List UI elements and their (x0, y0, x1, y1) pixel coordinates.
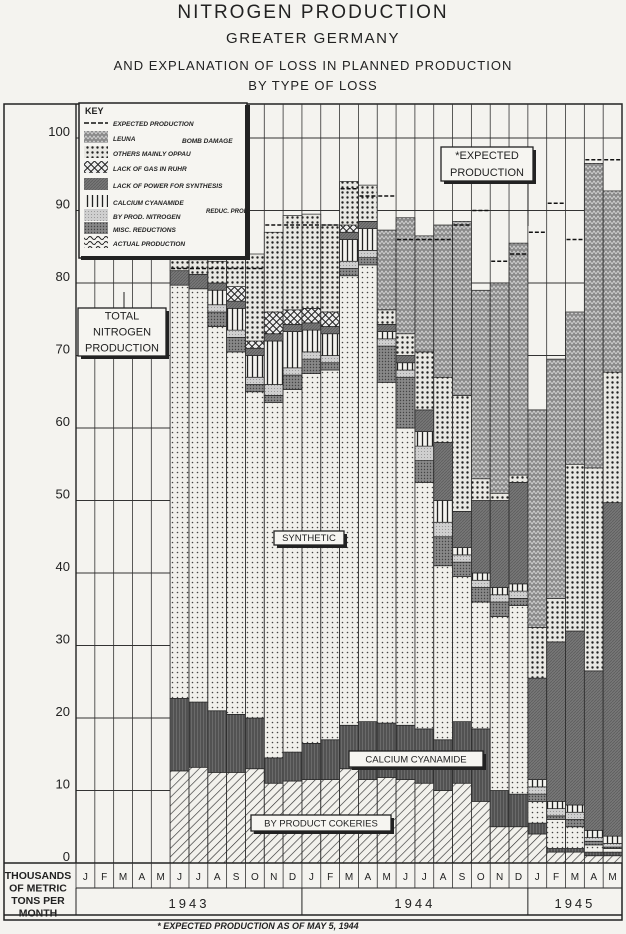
bar-segment-synthetic (509, 606, 528, 795)
bar-segment-others-mainly-oppau-bomb-damage- (566, 464, 585, 631)
year-label: 1945 (554, 896, 596, 911)
bar-segment-others-mainly-oppau-bomb-damage- (396, 334, 415, 356)
bar-segment-calcium-cyanamide-reduc-prod- (566, 805, 585, 812)
bar-segment-others-mainly-oppau-bomb-damage- (453, 395, 472, 511)
x-tick-label: A (590, 872, 598, 883)
bar-segment-leuna-bomb-damage- (434, 225, 453, 377)
x-tick-label: J (82, 872, 88, 883)
x-axis (4, 863, 622, 915)
bar-segment-lack-of-power-for-synthesis (321, 327, 340, 334)
legend-label: EXPECTED PRODUCTION (113, 121, 194, 128)
bar-segment-by-prod-nitrogen (509, 591, 528, 598)
bar-segment-lack-of-power-for-synthesis (547, 642, 566, 802)
bar-segment-synthetic (283, 390, 302, 753)
bar-segment-by-product-cokeries (584, 856, 603, 863)
bar-segment-lack-of-power-for-synthesis (490, 501, 509, 588)
x-tick-label: J (534, 872, 540, 883)
year-label: 1944 (394, 896, 436, 911)
bar-segment-lack-of-power-for-synthesis (189, 274, 208, 289)
bar-segment-by-product-cokeries (471, 801, 490, 863)
bar-segment-lack-of-power-for-synthesis (302, 323, 321, 330)
bar-segment-lack-of-power-for-synthesis (434, 443, 453, 501)
x-tick-label: S (458, 872, 466, 883)
bar-segment-by-product-cokeries (396, 780, 415, 863)
x-tick-label: F (101, 872, 108, 883)
bar-segment-lack-of-power-for-synthesis (170, 271, 189, 286)
bar-segment-leuna-bomb-damage- (415, 236, 434, 352)
bar-segment-others-mainly-oppau-bomb-damage- (264, 232, 283, 312)
y-tick-label: 30 (55, 631, 70, 647)
total-production-label-text: PRODUCTION (85, 342, 159, 355)
bar-segment-lack-of-gas-in-ruhr (302, 308, 321, 323)
bar-segment-leuna-bomb-damage- (528, 410, 547, 628)
total-production-label-text: TOTAL (104, 310, 140, 323)
bar-segment-calcium-cyanamide (566, 849, 585, 853)
bar-segment-misc-reductions (208, 312, 227, 327)
bar-segment-by-product-cokeries (453, 783, 472, 863)
total-production-label-text: NITROGEN (92, 326, 152, 339)
bar-segment-misc-reductions (434, 537, 453, 566)
bar-segment-by-prod-nitrogen (471, 580, 490, 587)
bar-segment-by-product-cokeries (227, 772, 246, 863)
bar-segment-calcium-cyanamide-reduc-prod- (528, 780, 547, 787)
bar-segment-synthetic (547, 820, 566, 849)
legend-title: KEY (85, 106, 104, 116)
bar-segment-others-mainly-oppau-bomb-damage- (415, 352, 434, 410)
bar-segment-others-mainly-oppau-bomb-damage- (547, 598, 566, 642)
legend-shadow (81, 256, 250, 260)
bar-segment-lack-of-gas-in-ruhr (340, 225, 359, 232)
bar-segment-others-mainly-oppau-bomb-damage- (189, 260, 208, 275)
x-tick-label: A (364, 872, 372, 883)
legend (79, 103, 250, 260)
bar-segment-others-mainly-oppau-bomb-damage- (434, 377, 453, 442)
bar-segment-calcium-cyanamide (189, 702, 208, 767)
x-tick-label: A (439, 872, 447, 883)
bar-segment-lack-of-power-for-synthesis (340, 232, 359, 239)
bar-segment-calcium-cyanamide (245, 718, 264, 769)
bar-segment-calcium-cyanamide-reduc-prod- (377, 332, 396, 339)
bar-segment-calcium-cyanamide-reduc-prod- (245, 356, 264, 378)
x-tick-label: D (514, 872, 523, 883)
bar-segment-calcium-cyanamide-reduc-prod- (509, 584, 528, 591)
bar-segment-by-prod-nitrogen (264, 385, 283, 396)
bar-segment-calcium-cyanamide (584, 852, 603, 856)
y-tick-label: 20 (55, 704, 70, 719)
legend-swatch (84, 146, 108, 158)
bar-segment-by-prod-nitrogen (490, 595, 509, 602)
cokeries-label-text: BY PRODUCT COKERIES (264, 818, 378, 830)
bar-segment-misc-reductions (471, 588, 490, 603)
y-tick-label: 40 (55, 559, 70, 574)
bar-segment-misc-reductions (528, 794, 547, 801)
y-tick-label: 60 (55, 414, 70, 429)
bar-segment-others-mainly-oppau-bomb-damage- (283, 216, 302, 310)
x-tick-label: N (496, 872, 504, 883)
bar-segment-by-product-cokeries (490, 827, 509, 863)
bar-segment-leuna-bomb-damage- (603, 191, 622, 372)
y-label-line: TONS PER (11, 895, 65, 907)
bar-segment-others-mainly-oppau-bomb-damage- (471, 479, 490, 501)
legend-group-label-reduc: REDUC. PROD. (206, 209, 250, 215)
bar-segment-lack-of-power-for-synthesis (453, 511, 472, 547)
bar-segment-by-prod-nitrogen (396, 370, 415, 377)
legend-label: LACK OF GAS IN RUHR (113, 166, 187, 173)
year-label: 1943 (168, 896, 210, 911)
bar-segment-lack-of-power-for-synthesis (208, 283, 227, 290)
x-tick-label: M (570, 872, 580, 883)
bar-segment-misc-reductions (283, 375, 302, 390)
y-label-line: OF METRIC (9, 882, 67, 895)
bar-segment-by-prod-nitrogen (584, 838, 603, 842)
bar-segment-by-product-cokeries (434, 791, 453, 864)
bar-segment-synthetic (245, 392, 264, 718)
x-tick-label: J (195, 872, 201, 883)
bar-segment-calcium-cyanamide (170, 698, 189, 771)
bar-segment-misc-reductions (490, 602, 509, 617)
bar-segment-misc-reductions (453, 562, 472, 577)
bar-segment-lack-of-power-for-synthesis (245, 348, 264, 355)
bar-segment-synthetic (358, 265, 377, 722)
bar-segment-calcium-cyanamide-reduc-prod- (302, 330, 321, 352)
bar-segment-leuna-bomb-damage- (396, 218, 415, 334)
bar-segment-misc-reductions (584, 841, 603, 845)
x-tick-label: M (156, 872, 165, 883)
bar-segment-calcium-cyanamide-reduc-prod- (415, 432, 434, 447)
x-tick-label: F (553, 872, 560, 883)
bar-segment-by-prod-nitrogen (453, 555, 472, 562)
bar-segment-misc-reductions (227, 337, 246, 352)
bar-segment-by-product-cokeries (415, 783, 434, 863)
bar-segment-synthetic (264, 403, 283, 758)
bar-segment-synthetic (170, 285, 189, 698)
x-tick-label: J (177, 872, 183, 883)
bar-segment-synthetic (566, 827, 585, 849)
bar-segment-synthetic (415, 482, 434, 729)
bar-segment-synthetic (490, 617, 509, 791)
bar-segment-synthetic (377, 382, 396, 723)
bar-segment-others-mainly-oppau-bomb-damage- (358, 185, 377, 221)
bar-segment-calcium-cyanamide (208, 711, 227, 773)
bar-segment-calcium-cyanamide-reduc-prod- (547, 801, 566, 808)
bar-segment-lack-of-power-for-synthesis (584, 671, 603, 831)
bar-segment-by-product-cokeries (189, 767, 208, 863)
bar-segment-leuna-bomb-damage- (566, 312, 585, 464)
bar-segment-others-mainly-oppau-bomb-damage- (584, 468, 603, 671)
bar-segment-calcium-cyanamide (603, 852, 622, 856)
legend-shadow (245, 105, 250, 260)
bar-segment-lack-of-power-for-synthesis (283, 324, 302, 331)
bar-segment-calcium-cyanamide (227, 714, 246, 772)
bar-segment-synthetic (471, 602, 490, 729)
x-tick-label: J (402, 872, 408, 883)
bar-segment-by-prod-nitrogen (434, 522, 453, 537)
bar-segment-synthetic (603, 849, 622, 853)
bar-segment-calcium-cyanamide-reduc-prod- (358, 229, 377, 251)
bar-segment-by-product-cokeries (208, 772, 227, 863)
legend-label: BY PROD. NITROGEN (113, 214, 181, 221)
bar-segment-synthetic (189, 289, 208, 702)
x-tick-label: J (421, 872, 427, 883)
bar-segment-others-mainly-oppau-bomb-damage- (509, 475, 528, 482)
bar-segment-by-prod-nitrogen (415, 446, 434, 461)
bar-segment-synthetic (302, 374, 321, 744)
legend-swatch (84, 209, 108, 221)
legend-label: ACTUAL PRODUCTION (113, 241, 186, 248)
bar-segment-by-product-cokeries (566, 852, 585, 863)
bar-segment-by-prod-nitrogen (547, 809, 566, 816)
x-tick-label: O (476, 872, 485, 883)
y-tick-label: 90 (55, 196, 70, 212)
x-tick-label: O (250, 872, 259, 883)
x-tick-label: M (344, 872, 354, 883)
bar-segment-by-product-cokeries (528, 834, 547, 863)
bar-segment-calcium-cyanamide (283, 752, 302, 781)
x-tick-label: S (232, 872, 240, 883)
bar-segment-misc-reductions (396, 377, 415, 428)
bar-segment-calcium-cyanamide-reduc-prod- (208, 290, 227, 305)
y-axis-label (5, 870, 72, 920)
bar-segment-calcium-cyanamide-reduc-prod- (584, 830, 603, 837)
bar-segment-others-mainly-oppau-bomb-damage- (490, 493, 509, 500)
legend-swatch (84, 131, 108, 143)
x-tick-label: J (308, 872, 314, 883)
y-tick-label: 10 (55, 776, 70, 792)
bar-segment-calcium-cyanamide (321, 740, 340, 780)
chart-subtitle: GREATER GERMANY (226, 30, 400, 47)
legend-swatch (84, 236, 108, 248)
bar-segment-misc-reductions (321, 363, 340, 370)
bar-segment-leuna-bomb-damage- (471, 290, 490, 479)
legend-swatch (84, 161, 108, 173)
bar-segment-leuna-bomb-damage- (547, 359, 566, 598)
bar-segment-lack-of-gas-in-ruhr (283, 310, 302, 325)
bar-segment-misc-reductions (509, 598, 528, 605)
expected-production-label-text: PRODUCTION (450, 167, 524, 180)
bar-segment-calcium-cyanamide-reduc-prod- (396, 363, 415, 370)
chart-subtitle-2: AND EXPLANATION OF LOSS IN PLANNED PRODUCTION (113, 58, 513, 73)
bar-segment-calcium-cyanamide (490, 791, 509, 827)
expected-production-label-text: *EXPECTED (455, 150, 519, 163)
bar-segment-others-mainly-oppau-bomb-damage- (603, 372, 622, 503)
bar-segment-lack-of-power-for-synthesis (377, 324, 396, 331)
bar-segment-others-mainly-oppau-bomb-damage- (528, 627, 547, 678)
bar-segment-misc-reductions (302, 359, 321, 374)
bar-segment-calcium-cyanamide-reduc-prod- (471, 573, 490, 580)
bar-segment-synthetic (528, 801, 547, 823)
bar-segment-by-prod-nitrogen (302, 352, 321, 359)
bar-segment-synthetic (208, 327, 227, 711)
legend-label: MISC. REDUCTIONS (113, 227, 176, 234)
bar-segment-by-product-cokeries (603, 856, 622, 863)
bar-segment-lack-of-gas-in-ruhr (227, 287, 246, 302)
bar-segment-leuna-bomb-damage- (490, 283, 509, 493)
legend-label: LACK OF POWER FOR SYNTHESIS (113, 183, 223, 190)
bar-segment-others-mainly-oppau-bomb-damage- (245, 254, 264, 341)
bar-segment-calcium-cyanamide-reduc-prod- (340, 240, 359, 262)
bar-segment-synthetic (227, 352, 246, 715)
bar-segment-lack-of-power-for-synthesis (415, 410, 434, 432)
x-tick-label: F (327, 872, 334, 883)
bar-segment-by-prod-nitrogen (227, 330, 246, 337)
bar-segment-by-prod-nitrogen (208, 305, 227, 312)
bar-segment-calcium-cyanamide-reduc-prod- (434, 501, 453, 523)
bar-segment-calcium-cyanamide-reduc-prod- (264, 341, 283, 385)
x-tick-label: D (288, 872, 297, 883)
y-label-line: MONTH (18, 907, 58, 920)
cyanamide-label-text: CALCIUM CYANAMIDE (365, 754, 467, 766)
x-tick-label: A (138, 872, 146, 883)
bar-segment-lack-of-power-for-synthesis (358, 221, 377, 228)
y-tick-label: 70 (55, 341, 70, 357)
bar-segment-by-product-cokeries (547, 852, 566, 863)
x-tick-label: A (213, 872, 221, 883)
legend-swatch (84, 195, 108, 207)
chart-title: NITROGEN PRODUCTION (177, 2, 449, 23)
y-tick-label: 50 (55, 486, 70, 502)
footnote: * EXPECTED PRODUCTION AS OF MAY 5, 1944 (157, 921, 359, 931)
bar-segment-leuna-bomb-damage- (509, 243, 528, 475)
bar-segment-misc-reductions (566, 820, 585, 827)
bar-segment-lack-of-power-for-synthesis (528, 678, 547, 780)
bar-segment-calcium-cyanamide-reduc-prod- (283, 332, 302, 368)
bar-segment-lack-of-power-for-synthesis (566, 631, 585, 805)
y-axis (48, 104, 76, 864)
bar-segment-misc-reductions (547, 816, 566, 820)
bar-segment-others-mainly-oppau-bomb-damage- (321, 225, 340, 312)
bar-segment-misc-reductions (245, 385, 264, 392)
bar-segment-synthetic (340, 276, 359, 726)
y-label-line: THOUSANDS (4, 870, 72, 882)
synthetic-label-text: SYNTHETIC (282, 533, 336, 545)
bar-segment-by-prod-nitrogen (377, 339, 396, 346)
bar-segment-calcium-cyanamide-reduc-prod- (227, 308, 246, 330)
x-tick-label: N (270, 872, 278, 883)
bar-segment-lack-of-power-for-synthesis (227, 301, 246, 308)
bar-segment-synthetic (453, 577, 472, 722)
bar-segment-leuna-bomb-damage- (453, 221, 472, 395)
bar-segment-others-mainly-oppau-bomb-damage- (377, 310, 396, 325)
bar-segment-calcium-cyanamide (264, 758, 283, 783)
bar-segment-calcium-cyanamide-reduc-prod- (453, 548, 472, 555)
bar-segment-synthetic (321, 370, 340, 740)
bar-segment-misc-reductions (340, 269, 359, 276)
bar-segment-by-product-cokeries (170, 771, 189, 863)
bar-segment-lack-of-gas-in-ruhr (321, 312, 340, 327)
legend-label: CALCIUM CYANAMIDE (113, 200, 184, 207)
bar-segment-lack-of-gas-in-ruhr (264, 312, 283, 334)
bar-segment-leuna-bomb-damage- (377, 230, 396, 310)
bar-segment-misc-reductions (358, 258, 377, 265)
x-tick-label: M (118, 872, 128, 883)
bar-segment-misc-reductions (377, 346, 396, 382)
bar-segment-calcium-cyanamide (528, 823, 547, 834)
bar-segment-calcium-cyanamide (547, 849, 566, 853)
bar-segment-misc-reductions (415, 461, 434, 483)
bar-segment-by-prod-nitrogen (321, 356, 340, 363)
y-tick-label: 100 (48, 124, 70, 139)
bar-segment-lack-of-power-for-synthesis (603, 503, 622, 837)
bar-segment-leuna-bomb-damage- (584, 163, 603, 468)
legend-label: LEUNA (113, 136, 136, 143)
bar-segment-by-prod-nitrogen (358, 250, 377, 257)
bar-segment-by-prod-nitrogen (245, 377, 264, 384)
bar-segment-by-prod-nitrogen (283, 368, 302, 375)
legend-swatch (84, 178, 108, 190)
bar-segment-synthetic (396, 428, 415, 725)
bar-segment-calcium-cyanamide (509, 794, 528, 827)
bar-segment-synthetic (434, 566, 453, 740)
bar-segment-synthetic (584, 845, 603, 852)
bar-segment-misc-reductions (264, 395, 283, 402)
bar-segment-calcium-cyanamide-reduc-prod- (490, 588, 509, 595)
bar-segment-others-mainly-oppau-bomb-damage- (340, 182, 359, 226)
bar-segment-lack-of-power-for-synthesis (396, 356, 415, 363)
bar-segment-by-product-cokeries (509, 827, 528, 863)
bar-segment-lack-of-power-for-synthesis (264, 334, 283, 341)
bar-segment-by-prod-nitrogen (528, 787, 547, 794)
bar-segment-calcium-cyanamide-reduc-prod- (603, 836, 622, 843)
bar-segment-by-prod-nitrogen (566, 812, 585, 819)
bar-segment-lack-of-gas-in-ruhr (245, 341, 264, 348)
bar-segment-others-mainly-oppau-bomb-damage- (208, 261, 227, 283)
chart-subtitle-3: BY TYPE OF LOSS (248, 78, 378, 93)
y-tick-label: 80 (55, 269, 70, 284)
bar-segment-lack-of-power-for-synthesis (471, 501, 490, 574)
bar-segment-by-prod-nitrogen (603, 843, 622, 847)
legend-group-label-bomb: BOMB DAMAGE (182, 138, 233, 145)
bar-segment-others-mainly-oppau-bomb-damage- (302, 214, 321, 308)
bar-segment-calcium-cyanamide-reduc-prod- (321, 334, 340, 356)
bar-segment-calcium-cyanamide (302, 743, 321, 779)
x-tick-label: M (608, 872, 617, 883)
y-tick-label: 0 (62, 849, 70, 864)
x-tick-label: M (382, 872, 391, 883)
bar-segment-lack-of-power-for-synthesis (509, 482, 528, 584)
bar-segment-by-prod-nitrogen (340, 261, 359, 268)
legend-label: OTHERS MAINLY OPPAU (113, 151, 191, 158)
legend-swatch (84, 222, 108, 234)
